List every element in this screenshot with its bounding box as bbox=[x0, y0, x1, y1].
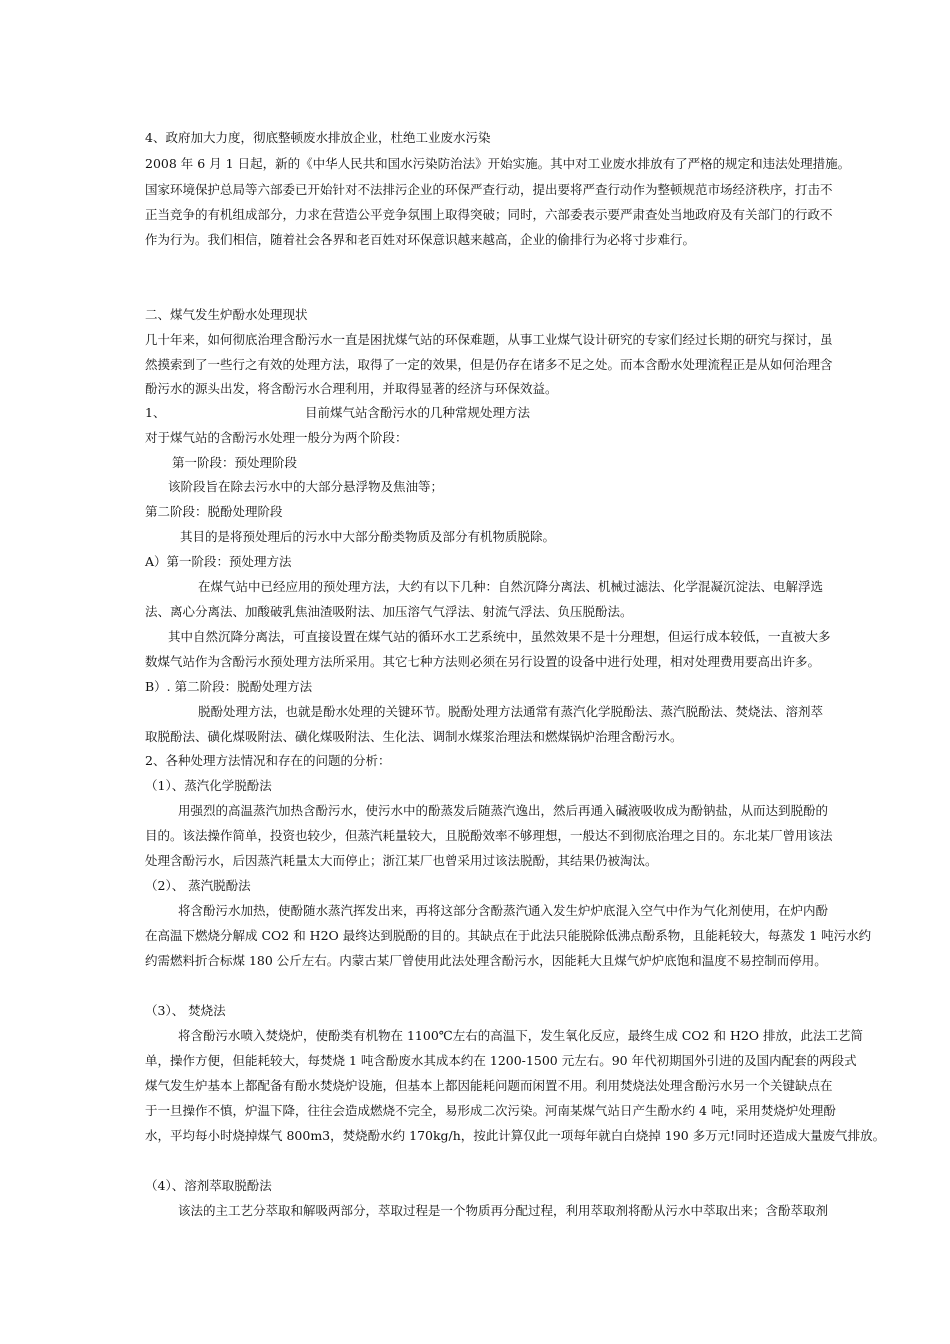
stage2-desc: 其目的是将预处理后的污水中大部分酚类物质及部分有机物质脱除。 bbox=[180, 529, 556, 544]
method3-line: 单，操作方便，但能耗较大，每焚烧 1 吨含酚废水其成本约在 1200-1500 元左右。90 年代初期国外引进的及国内配套的两段式 bbox=[145, 1053, 857, 1068]
section4-heading: 4、政府加大力度，彻底整顿废水排放企业，杜绝工业废水污染 bbox=[145, 130, 491, 145]
partA-line: 在煤气站中已经应用的预处理方法，大约有以下几种：自然沉降分离法、机械过滤法、化学混凝沉淀法、电解浮选 bbox=[198, 579, 824, 594]
partA-line: 法、离心分离法、加酸破乳焦油渣吸附法、加压溶气气浮法、射流气浮法、负压脱酚法。 bbox=[145, 604, 633, 619]
partA-para2-line: 数煤气站作为含酚污水预处理方法所采用。其它七种方法则必须在另行设置的设备中进行处理，相对处理费用要高出许多。 bbox=[145, 654, 821, 669]
item1-title: 目前煤气站含酚污水的几种常规处理方法 bbox=[305, 405, 531, 420]
section2-intro-line: 然摸索到了一些行之有效的处理方法，取得了一定的效果，但是仍存在诸多不足之处。而本含酚水处理流程正是从如何治理含 bbox=[145, 357, 833, 372]
method3-title: （3）、 焚烧法 bbox=[145, 1003, 226, 1018]
section4-line: 作为行为。我们相信，随着社会各界和老百姓对环保意识越来越高，企业的偷排行为必将寸步难行。 bbox=[145, 232, 696, 247]
method2-title: （2）、 蒸汽脱酚法 bbox=[145, 878, 251, 893]
method2-line: 在高温下燃烧分解成 CO2 和 H2O 最终达到脱酚的目的。其缺点在于此法只能脱除低沸点酚系物，且能耗较大，每蒸发 1 吨污水约 bbox=[145, 928, 872, 943]
partB-heading: B）. 第二阶段：脱酚处理方法 bbox=[145, 679, 313, 694]
stage1-desc: 该阶段旨在除去污水中的大部分悬浮物及焦油等； bbox=[168, 479, 444, 494]
section4-line: 2008 年 6 月 1 日起，新的《中华人民共和国水污染防治法》开始实施。其中对工业废水排放有了严格的规定和违法处理措施。 bbox=[145, 156, 851, 171]
method4-title: （4）、溶剂萃取脱酚法 bbox=[145, 1178, 272, 1193]
section4-line: 正当竞争的有机组成部分，力求在营造公平竞争氛围上取得突破；同时，六部委表示要严肃查处当地政府及有关部门的行政不 bbox=[145, 207, 833, 222]
partA-para2-line: 其中自然沉降分离法，可直接设置在煤气站的循环水工艺系统中，虽然效果不是十分理想，但运行成本较低，一直被大多 bbox=[168, 629, 831, 644]
method3-line: 煤气发生炉基本上都配备有酚水焚烧炉设施，但基本上都因能耗问题而闲置不用。利用焚烧法处理含酚污水另一个关键缺点在 bbox=[145, 1078, 833, 1093]
stage2-heading: 第二阶段：脱酚处理阶段 bbox=[145, 504, 283, 519]
method1-line: 目的。该法操作简单，投资也较少，但蒸汽耗量较大，且脱酚效率不够理想，一般达不到彻底治理之目的。东北某厂曾用该法 bbox=[145, 828, 833, 843]
method1-line: 用强烈的高温蒸汽加热含酚污水，使污水中的酚蒸发后随蒸汽逸出，然后再通入碱液吸收成为酚钠盐，从而达到脱酚的 bbox=[178, 803, 829, 818]
method1-title: （1）、蒸汽化学脱酚法 bbox=[145, 778, 272, 793]
partB-line: 取脱酚法、磺化煤吸附法、磺化煤吸附法、生化法、调制水煤浆治理法和燃煤锅炉治理含酚污水。 bbox=[145, 729, 683, 744]
partA-heading: A）第一阶段：预处理方法 bbox=[145, 554, 292, 569]
partB-line: 脱酚处理方法，也就是酚水处理的关键环节。脱酚处理方法通常有蒸汽化学脱酚法、蒸汽脱酚法、焚烧法、溶剂萃 bbox=[198, 704, 824, 719]
section2-heading: 二、煤气发生炉酚水处理现状 bbox=[145, 307, 308, 322]
method3-line: 水，平均每小时烧掉煤气 800m3，焚烧酚水约 170kg/h，按此计算仅此一项每年就白白烧掉 190 多万元!同时还造成大量废气排放。 bbox=[145, 1128, 886, 1143]
stage-intro: 对于煤气站的含酚污水处理一般分为两个阶段： bbox=[145, 430, 408, 445]
method2-line: 将含酚污水加热，使酚随水蒸汽挥发出来，再将这部分含酚蒸汽通入发生炉炉底混入空气中作为气化剂使用，在炉内酚 bbox=[178, 903, 829, 918]
section4-line: 国家环境保护总局等六部委已开始针对不法排污企业的环保严查行动，提出要将严查行动作为整顿规范市场经济秩序，打击不 bbox=[145, 182, 833, 197]
method4-line: 该法的主工艺分萃取和解吸两部分，萃取过程是一个物质再分配过程，利用萃取剂将酚从污水中萃取出来；含酚萃取剂 bbox=[178, 1203, 829, 1218]
method3-line: 将含酚污水喷入焚烧炉，使酚类有机物在 1100℃左右的高温下，发生氧化反应，最终生成 CO2 和 H2O 排放，此法工艺简 bbox=[178, 1028, 864, 1043]
method3-line: 于一旦操作不慎，炉温下降，往往会造成燃烧不完全，易形成二次污染。河南某煤气站日产生酚水约 4 吨，采用焚烧炉处理酚 bbox=[145, 1103, 836, 1118]
item1-number: 1、 bbox=[145, 405, 166, 420]
stage1-heading: 第一阶段：预处理阶段 bbox=[172, 455, 298, 470]
section2-intro-line: 几十年来，如何彻底治理含酚污水一直是困扰煤气站的环保难题，从事工业煤气设计研究的专家们经过长期的研究与探讨，虽 bbox=[145, 332, 833, 347]
method2-line: 约需燃料折合标煤 180 公斤左右。内蒙古某厂曾使用此法处理含酚污水，因能耗大且煤气炉炉底饱和温度不易控制而停用。 bbox=[145, 953, 827, 968]
item2-heading: 2、各种处理方法情况和存在的问题的分析： bbox=[145, 753, 391, 768]
method1-line: 处理含酚污水，后因蒸汽耗量太大而停止；浙江某厂也曾采用过该法脱酚，其结果仍被淘汰。 bbox=[145, 853, 658, 868]
section2-intro-line: 酚污水的源头出发，将含酚污水合理利用，并取得显著的经济与环保效益。 bbox=[145, 381, 558, 396]
